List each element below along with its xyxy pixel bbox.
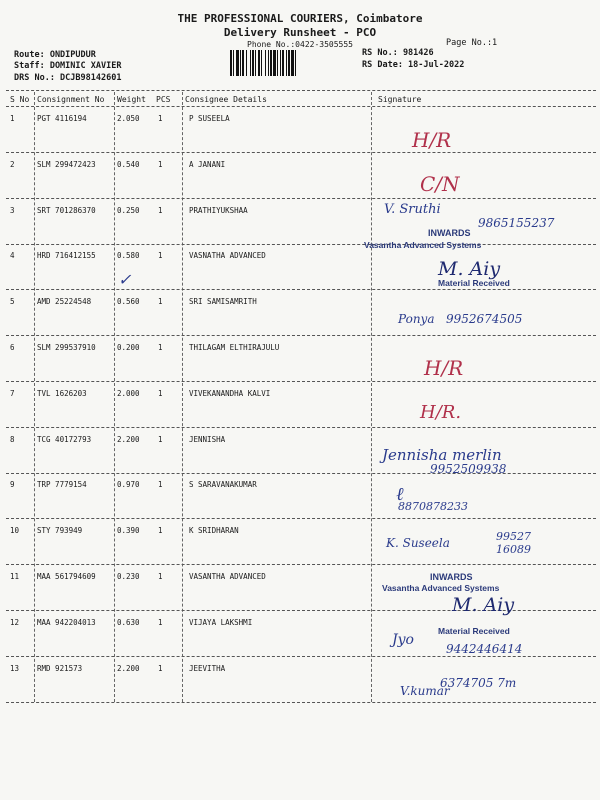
cell-sno: 4 <box>10 251 15 261</box>
cell-consignment: TRP 7779154 <box>37 480 87 490</box>
phone-row-3: 9865155237 <box>478 216 555 230</box>
cell-weight: 2.050 <box>117 114 140 123</box>
row-separator <box>6 289 596 290</box>
cell-sno: 11 <box>10 572 20 581</box>
signature-row-2: C/N <box>420 172 460 196</box>
route-label: Route: ONDIPUDUR <box>14 50 96 60</box>
staff-label: Staff: DOMINIC XAVIER <box>14 61 122 71</box>
row-separator <box>6 198 596 199</box>
cell-sno: 13 <box>10 663 20 673</box>
stamp-material-received: Material Received <box>438 626 510 636</box>
signature-row-6: H/R <box>424 356 464 380</box>
cell-weight: 0.390 <box>117 526 140 536</box>
cell-weight: 0.230 <box>117 572 140 581</box>
cell-consignee: VIJAYA LAKSHMI <box>189 617 253 627</box>
cell-consignment: MAA 942204013 <box>37 617 96 627</box>
row-separator <box>6 564 596 565</box>
cell-consignee: THILAGAM ELTHIRAJULU <box>189 343 280 352</box>
cell-weight: 2.000 <box>117 388 140 398</box>
cell-sno: 2 <box>10 159 15 169</box>
cell-consignee: P SUSEELA <box>189 114 230 123</box>
column-header-pcs: PCS <box>156 95 171 104</box>
signature-row-11: M. Aiy <box>452 594 515 616</box>
row-separator <box>6 381 596 382</box>
cell-sno: 7 <box>10 388 15 398</box>
stamp-material-received: Material Received <box>438 278 510 288</box>
column-header-sno: S No <box>10 95 30 104</box>
signature-row-4: M. Aiy <box>438 258 501 280</box>
column-header-consignment: Consignment No <box>37 95 105 104</box>
company-title: THE PROFESSIONAL COURIERS, Coimbatore <box>177 12 423 25</box>
phone-row-10: 99527 16089 <box>496 530 531 556</box>
row-separator <box>6 152 596 153</box>
column-header-consignee: Consignee Details <box>185 95 267 104</box>
row-separator <box>6 427 596 428</box>
row-separator <box>6 518 596 519</box>
cell-pcs: 1 <box>158 388 163 398</box>
sheet-title: Delivery Runsheet - PCO <box>223 26 377 39</box>
cell-sno: 9 <box>10 480 15 490</box>
cell-sno: 10 <box>10 526 20 536</box>
stamp-company: Vasantha Advanced Systems <box>364 240 482 250</box>
cell-consignee: JEEVITHA <box>189 663 226 673</box>
phone-row-12: 9442446414 <box>446 642 523 656</box>
phone-row-9: 8870878233 <box>398 500 468 513</box>
stamp-company: Vasantha Advanced Systems <box>382 583 500 593</box>
cell-pcs: 1 <box>158 526 163 536</box>
cell-weight: 0.200 <box>117 343 140 352</box>
cell-consignment: STY 793949 <box>37 526 83 536</box>
cell-consignee: VASANTHA ADVANCED <box>189 572 266 581</box>
signature-row-12: Jyo <box>392 632 414 648</box>
cell-sno: 8 <box>10 434 15 444</box>
cell-consignment: SLM 299472423 <box>37 159 96 169</box>
cell-sno: 3 <box>10 205 15 215</box>
page-number: Page No.:1 <box>446 38 498 48</box>
signature-row-5: Ponya <box>398 312 435 326</box>
cell-consignee: S SARAVANAKUMAR <box>189 480 257 490</box>
cell-consignment: TVL 1626203 <box>37 388 87 398</box>
stamp-inwards: INWARDS <box>428 228 471 238</box>
signature-row-1: H/R <box>412 128 452 152</box>
row-separator <box>6 335 596 336</box>
cell-pcs: 1 <box>158 159 163 169</box>
signature-row-8: Jennisha merlin <box>382 446 502 464</box>
phone-row-5: 9952674505 <box>446 312 523 326</box>
cell-consignment: HRD 716412155 <box>37 251 96 261</box>
cell-consignee: A JANANI <box>189 159 226 169</box>
cell-consignee: SRI SAMISAMRITH <box>189 297 257 307</box>
signature-row-10: K. Suseela <box>386 536 450 550</box>
header-rule-top <box>6 90 596 91</box>
phone-number: Phone No.:0422-3505555 <box>247 40 353 49</box>
cell-pcs: 1 <box>158 663 163 673</box>
drs-number: DRS No.: DCJB98142601 <box>14 73 122 83</box>
cell-consignee: K SRIDHARAN <box>189 526 239 536</box>
rs-number: RS No.: 981426 <box>362 48 434 58</box>
cell-weight: 0.970 <box>117 480 140 490</box>
cell-pcs: 1 <box>158 434 163 444</box>
cell-consignee: VIVEKANANDHA KALVI <box>189 388 271 398</box>
cell-pcs: 1 <box>158 205 163 215</box>
cell-consignment: PGT 4116194 <box>37 114 87 123</box>
phone-row-13: 6374705 7m <box>440 676 517 690</box>
column-header-signature: Signature <box>378 95 422 104</box>
cell-consignment: TCG 40172793 <box>37 434 92 444</box>
cell-weight: 0.560 <box>117 297 140 307</box>
row-separator <box>6 702 596 703</box>
row-separator <box>6 244 596 245</box>
signature-row-13: V.kumar <box>400 684 450 698</box>
cell-pcs: 1 <box>158 617 163 627</box>
cell-sno: 5 <box>10 297 15 307</box>
cell-consignment: RMD 921573 <box>37 663 83 673</box>
barcode <box>230 50 354 76</box>
signature-row-9-mark: ℓ <box>396 484 404 505</box>
cell-consignment: AMD 25224548 <box>37 297 92 307</box>
cell-consignee: PRATHIYUKSHAA <box>189 205 248 215</box>
signature-row-3: V. Sruthi <box>384 202 441 217</box>
cell-weight: 0.580 <box>117 251 140 261</box>
cell-weight: 2.200 <box>117 663 140 673</box>
cell-sno: 1 <box>10 114 15 123</box>
cell-pcs: 1 <box>158 572 163 581</box>
cell-consignment: SRT 701286370 <box>37 205 96 215</box>
cell-sno: 6 <box>10 343 15 352</box>
signature-row-7: H/R. <box>420 402 462 423</box>
stamp-inwards: INWARDS <box>430 572 473 582</box>
header-rule-bottom <box>6 106 596 107</box>
cell-pcs: 1 <box>158 343 163 352</box>
cell-weight: 0.540 <box>117 159 140 169</box>
column-header-weight: Weight <box>117 95 146 104</box>
cell-pcs: 1 <box>158 114 163 123</box>
cell-weight: 0.250 <box>117 205 140 215</box>
check-mark-icon: ✓ <box>118 270 132 289</box>
cell-sno: 12 <box>10 617 20 627</box>
phone-row-8: 9952509938 <box>430 462 507 476</box>
cell-consignee: VASNATHA ADVANCED <box>189 251 266 261</box>
row-separator <box>6 473 596 474</box>
cell-pcs: 1 <box>158 251 163 261</box>
cell-consignment: SLM 299537910 <box>37 343 96 352</box>
rs-date: RS Date: 18-Jul-2022 <box>362 60 465 70</box>
cell-consignee: JENNISHA <box>189 434 226 444</box>
cell-pcs: 1 <box>158 480 163 490</box>
cell-consignment: MAA 561794609 <box>37 572 96 581</box>
cell-weight: 0.630 <box>117 617 140 627</box>
cell-pcs: 1 <box>158 297 163 307</box>
cell-weight: 2.200 <box>117 434 140 444</box>
